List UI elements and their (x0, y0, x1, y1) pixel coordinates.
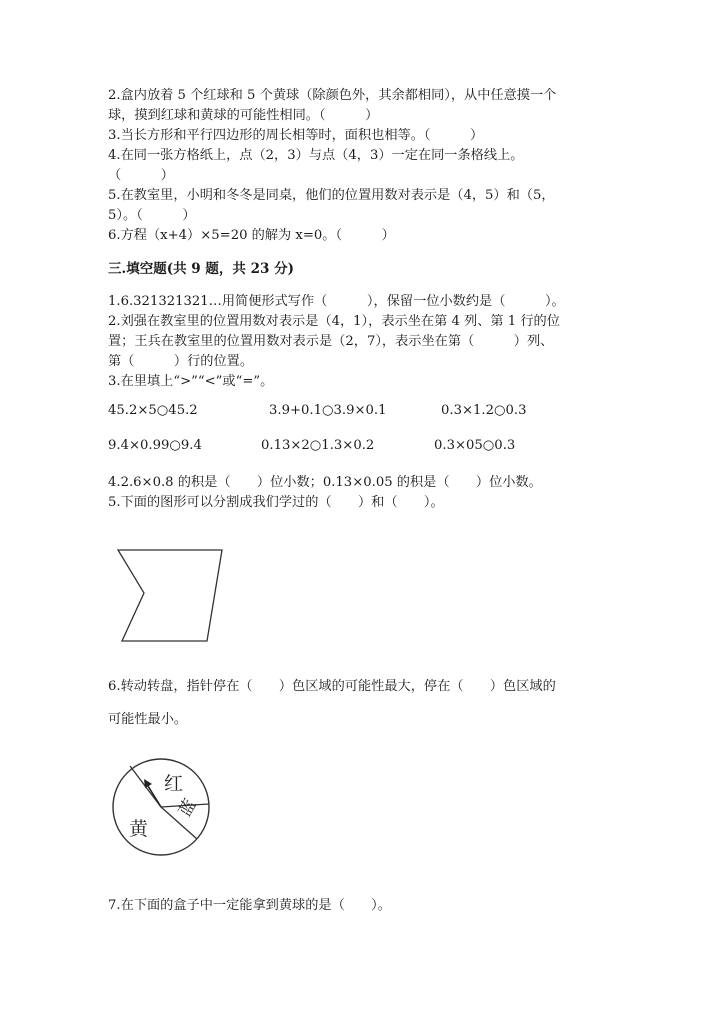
spinner-pointer (148, 786, 161, 807)
fill-q5: 5.下面的图形可以分割成我们学过的（ ）和（ ）。 (108, 495, 444, 510)
compare-item: 3.9+0.1○3.9×0.1 (269, 403, 387, 418)
spinner-figure (108, 757, 218, 857)
fill-q2-line3: 第（ ）行的位置。 (108, 354, 254, 369)
judge-q3: 3.当长方形和平行四边形的周长相等时，面积也相等。（ ） (108, 128, 484, 143)
judge-q4-line2: （ ） (108, 168, 174, 183)
judge-q5-line2: 5）。（ ） (108, 208, 196, 223)
section3-title: 三.填空题(共 9 题，共 23 分) (108, 261, 294, 277)
fill-q6-line1: 6.转动转盘，指针停在（ ）色区域的可能性最大，停在（ ）色区域的 (108, 679, 556, 694)
spinner-label-blue: 蓝 (175, 795, 201, 821)
compare-item: 0.13×2○1.3×0.2 (261, 438, 375, 453)
judge-q4-line1: 4.在同一张方格纸上，点（2，3）与点（4，3）一定在同一条格线上。 (108, 148, 524, 163)
fill-q1: 1.6.321321321…用简便形式写作（ ），保留一位小数约是（ ）。 (108, 294, 565, 309)
judge-q2-line1: 2.盒内放着 5 个红球和 5 个黄球（除颜色外，其余都相同），从中任意摸一个 (108, 88, 557, 103)
spinner-label-yellow: 黄 (129, 818, 149, 840)
judge-q2-line2: 球，摸到红球和黄球的可能性相同。（ ） (108, 108, 379, 123)
fill-q2-line2: 置；王兵在教室里的位置用数对表示是（2，7），表示坐在第（ ）列、 (108, 334, 554, 349)
fill-q6-line2: 可能性最小。 (108, 712, 188, 727)
judge-q6: 6.方程（x+4）×5=20 的解为 x=0。（ ） (108, 228, 395, 243)
fill-q7: 7.在下面的盒子中一定能拿到黄球的是（ ）。 (108, 898, 391, 913)
spinner-label-red: 红 (164, 773, 184, 795)
compare-item: 0.3×05○0.3 (434, 438, 516, 453)
judge-q5-line1: 5.在教室里，小明和冬冬是同桌，他们的位置用数对表示是（4，5）和（5， (108, 188, 555, 203)
fill-q2-line1: 2.刘强在教室里的位置用数对表示是（4，1），表示坐在第 4 列、第 1 行的位 (108, 314, 560, 329)
fill-q3: 3.在里填上“>”“<”或“=”。 (108, 374, 274, 389)
compare-item: 45.2×5○45.2 (108, 403, 198, 418)
composite-shape-figure (110, 545, 250, 645)
composite-shape-outline (118, 550, 222, 641)
compare-item: 9.4×0.99○9.4 (108, 438, 202, 453)
compare-item: 0.3×1.2○0.3 (441, 403, 527, 418)
fill-q4: 4.2.6×0.8 的积是（ ）位小数；0.13×0.05 的积是（ ）位小数。 (108, 475, 542, 490)
